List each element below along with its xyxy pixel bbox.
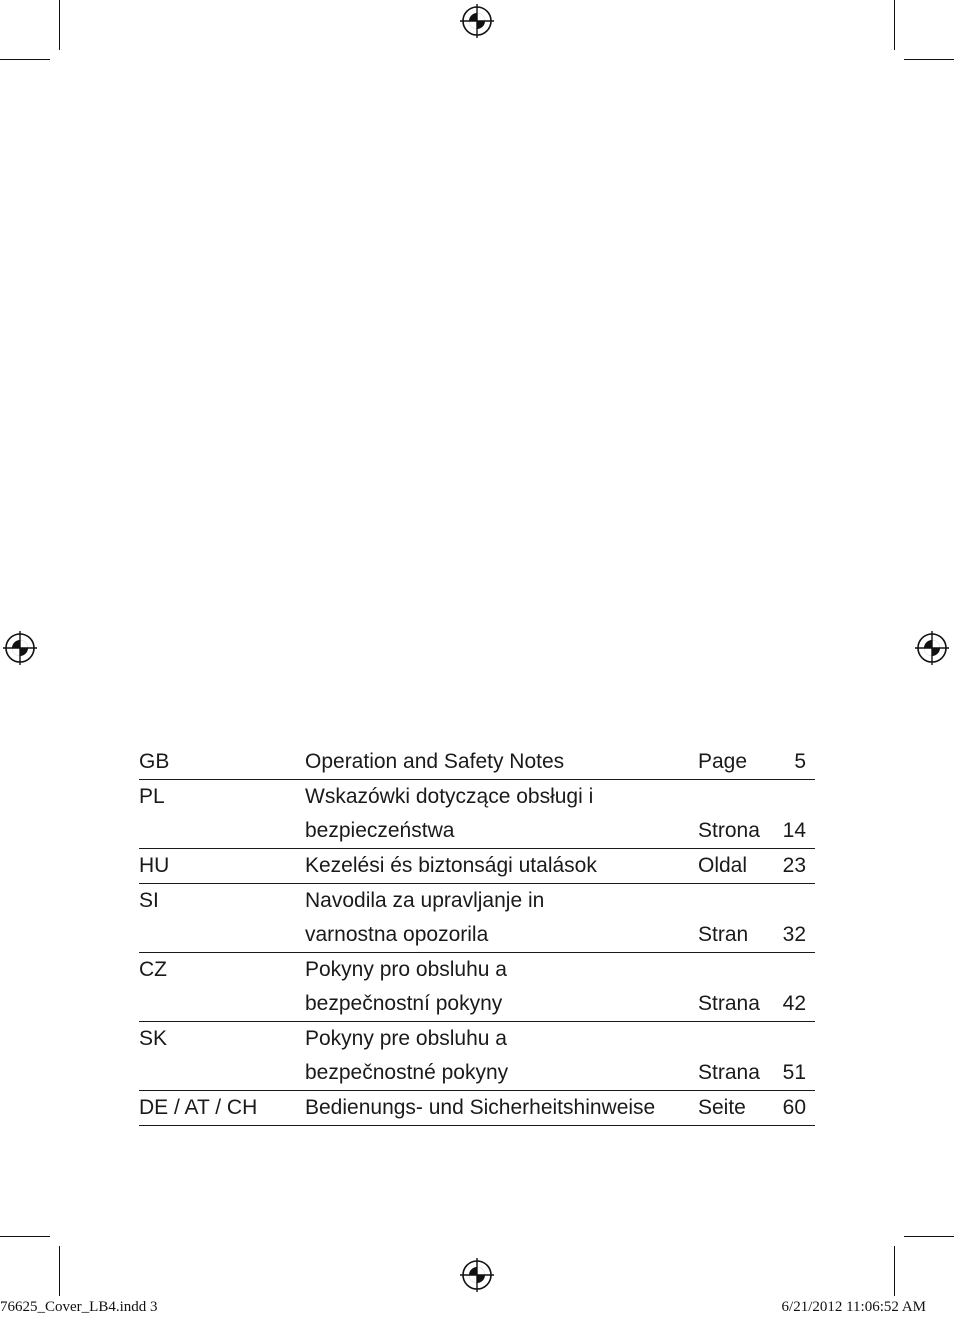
toc-line	[139, 814, 815, 848]
toc-line	[139, 1022, 815, 1056]
toc-row-sk[interactable]	[139, 1022, 815, 1091]
section-title-continued: bezpečnostné pokyny	[305, 1061, 509, 1084]
crop-mark-bottom-right-horizontal	[904, 1236, 954, 1237]
section-title-continued: varnostna opozorila	[305, 923, 489, 946]
language-code: GB	[139, 750, 170, 773]
crop-mark-top-right-vertical	[894, 0, 895, 50]
section-title: Bedienungs- und Sicherheitshinweise	[305, 1096, 656, 1119]
section-title: Kezelési és biztonsági utalások	[305, 854, 597, 877]
toc-row-cz[interactable]	[139, 953, 815, 1022]
section-title: Wskazówki dotyczące obsługi i	[305, 785, 594, 808]
slug-timestamp: 6/21/2012 11:06:52 AM	[781, 1299, 926, 1315]
toc-line	[139, 953, 815, 987]
page-label: Strona	[698, 819, 760, 842]
page-label: Strana	[698, 992, 760, 1015]
page-number: 60	[782, 1096, 806, 1119]
toc-line	[139, 1091, 815, 1125]
section-title: Pokyny pro obsluhu a	[305, 958, 507, 981]
page-number: 42	[782, 992, 806, 1015]
crop-mark-top-right-horizontal	[904, 59, 954, 60]
toc-row-de-at-ch[interactable]	[139, 1091, 815, 1126]
language-code: CZ	[139, 958, 167, 981]
registration-target-icon	[460, 1258, 494, 1292]
page-number: 5	[794, 750, 806, 773]
section-title-continued: bezpečnostní pokyny	[305, 992, 503, 1015]
toc-row-gb[interactable]	[139, 745, 815, 780]
page-number: 14	[782, 819, 806, 842]
toc-row-si[interactable]	[139, 884, 815, 953]
crop-mark-bottom-left-horizontal	[0, 1236, 50, 1237]
registration-target-icon	[915, 631, 949, 665]
section-title: Navodila za upravljanje in	[305, 889, 545, 912]
toc-row-hu[interactable]	[139, 849, 815, 884]
page-label: Oldal	[698, 854, 748, 877]
language-code: SI	[139, 889, 159, 912]
crop-mark-top-left-horizontal	[0, 59, 50, 60]
toc-line	[139, 987, 815, 1021]
toc-line	[139, 1056, 815, 1090]
slug-filename: 76625_Cover_LB4.indd 3	[0, 1299, 158, 1315]
section-title: Pokyny pre obsluhu a	[305, 1027, 507, 1050]
page-label: Stran	[698, 923, 749, 946]
toc-row-pl[interactable]	[139, 780, 815, 849]
page-number: 32	[782, 923, 806, 946]
language-index-table	[139, 745, 815, 1126]
section-title-continued: bezpieczeństwa	[305, 819, 455, 842]
language-code: SK	[139, 1027, 168, 1050]
language-code: PL	[139, 785, 165, 808]
crop-mark-top-left-vertical	[59, 0, 60, 50]
page-label: Strana	[698, 1061, 760, 1084]
page-number: 23	[782, 854, 806, 877]
toc-line	[139, 780, 815, 814]
crop-mark-bottom-left-vertical	[59, 1246, 60, 1296]
section-title: Operation and Safety Notes	[305, 750, 565, 773]
registration-target-icon	[460, 4, 494, 38]
language-code: DE / AT / CH	[139, 1096, 258, 1119]
toc-line	[139, 884, 815, 918]
registration-target-icon	[3, 631, 37, 665]
toc-line	[139, 745, 815, 779]
page-number: 51	[782, 1061, 806, 1084]
toc-line	[139, 849, 815, 883]
crop-mark-bottom-right-vertical	[894, 1246, 895, 1296]
page-label: Page	[698, 750, 748, 773]
page-label: Seite	[698, 1096, 746, 1119]
toc-line	[139, 918, 815, 952]
language-code: HU	[139, 854, 170, 877]
